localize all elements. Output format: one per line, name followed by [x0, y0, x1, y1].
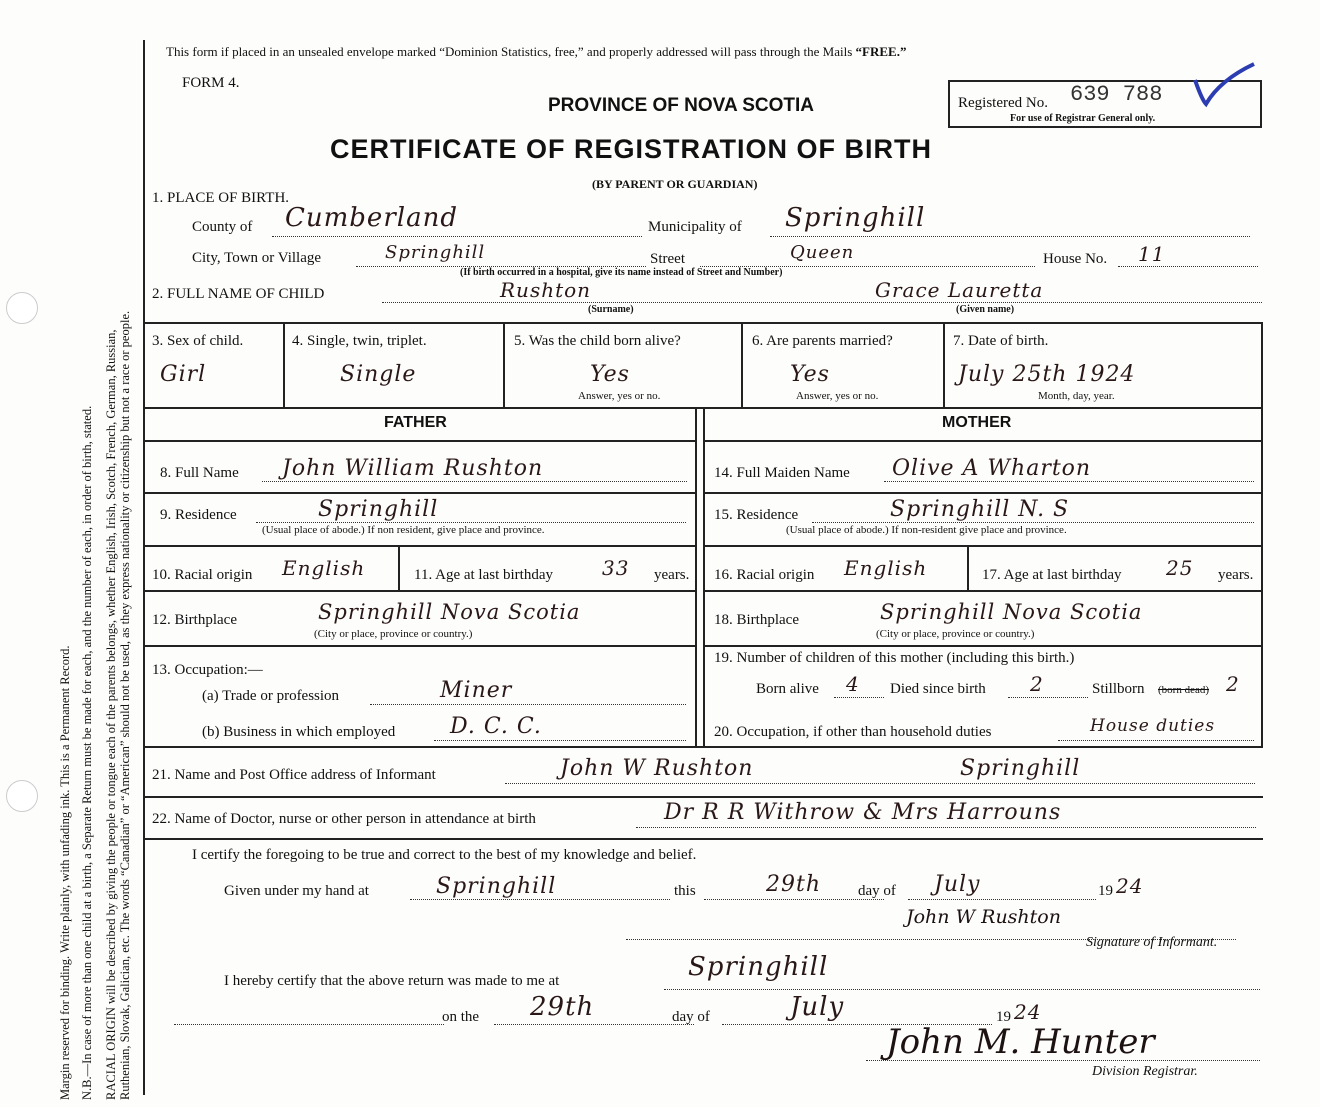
- sex-value: Girl: [160, 362, 207, 387]
- died-label: Died since birth: [890, 681, 986, 697]
- certify-text: I certify the foregoing to be true and correct to the best of my knowledge and belief.: [192, 847, 697, 863]
- father-business-value: D. C. C.: [450, 714, 542, 739]
- plurality-label: 4. Single, twin, triplet.: [292, 333, 427, 349]
- stillborn-struck-note: (born dead): [1158, 684, 1210, 696]
- father-age-unit: years.: [654, 567, 690, 583]
- mother-heading: MOTHER: [942, 414, 1012, 431]
- punch-hole-top: [6, 292, 38, 324]
- place-heading: 1. PLACE OF BIRTH.: [152, 190, 290, 206]
- mother-residence-note: (Usual place of abode.) If non-resident give place and province.: [786, 524, 1067, 536]
- mother-name-label: 14. Full Maiden Name: [714, 465, 850, 481]
- father-name-value: John William Rushton: [282, 456, 544, 481]
- mother-occupation-label: 20. Occupation, if other than household duties: [714, 724, 992, 740]
- sex-label: 3. Sex of child.: [152, 333, 244, 349]
- informant-name-value: John W Rushton: [560, 756, 754, 781]
- doctor-label: 22. Name of Doctor, nurse or other person in attendance at birth: [152, 811, 536, 827]
- born-alive-value: 4: [846, 672, 860, 696]
- child-surname-note: (Surname): [588, 304, 634, 315]
- mother-children-label: 19. Number of children of this mother (including this birth.): [714, 650, 1075, 666]
- year-prefix: 19: [1098, 883, 1113, 899]
- dob-note: Month, day, year.: [1038, 390, 1115, 402]
- informant-label: 21. Name and Post Office address of Informant: [152, 767, 436, 783]
- mother-occupation-value: House duties: [1090, 716, 1216, 736]
- check-mark-icon: [1190, 60, 1260, 110]
- father-heading: FATHER: [384, 414, 447, 431]
- child-surname-value: Rushton: [500, 278, 592, 302]
- registrar-signature: John M. Hunter: [886, 1022, 1155, 1062]
- mother-racial-value: English: [844, 556, 928, 580]
- informant-signature-label: Signature of Informant.: [1086, 935, 1218, 950]
- given-year-value: 24: [1116, 874, 1144, 898]
- house-label: House No.: [1043, 251, 1108, 267]
- registrar-place-value: Springhill: [688, 952, 829, 982]
- informant-address-value: Springhill: [960, 756, 1081, 781]
- married-note: Answer, yes or no.: [796, 390, 879, 402]
- registrar-day-value: 29th: [530, 992, 595, 1022]
- father-birthplace-note: (City or place, province or country.): [314, 628, 473, 640]
- mother-birthplace-label: 18. Birthplace: [714, 612, 799, 628]
- mother-residence-label: 15. Residence: [714, 507, 799, 523]
- father-occupation-label: 13. Occupation:—: [152, 662, 263, 678]
- married-value: Yes: [790, 362, 830, 387]
- mail-notice: This form if placed in an unsealed envelope marked “Dominion Statistics, free,” and properly addressed will pass through the Mails “FREE.”: [166, 44, 907, 59]
- father-residence-note: (Usual place of abode.) If non resident, give place and province.: [262, 524, 545, 536]
- form-number: FORM 4.: [182, 75, 240, 91]
- street-value: Queen: [790, 242, 855, 263]
- father-residence-value: Springhill: [318, 497, 439, 522]
- registrar-month-value: July: [790, 992, 845, 1022]
- father-name-label: 8. Full Name: [160, 465, 239, 481]
- mother-age-unit: years.: [1218, 567, 1254, 583]
- mother-residence-value: Springhill N. S: [890, 497, 1070, 522]
- punch-hole-bottom: [6, 780, 38, 812]
- father-age-label: 11. Age at last birthday: [414, 567, 553, 583]
- father-age-value: 33: [602, 556, 630, 580]
- plurality-value: Single: [340, 362, 417, 387]
- mother-birthplace-value: Springhill Nova Scotia: [880, 600, 1143, 624]
- registrar-note: For use of Registrar General only.: [1010, 113, 1156, 124]
- mother-name-value: Olive A Wharton: [892, 456, 1092, 481]
- given-month-value: July: [934, 872, 981, 897]
- alive-label: 5. Was the child born alive?: [514, 333, 681, 349]
- mother-age-value: 25: [1166, 556, 1194, 580]
- alive-note: Answer, yes or no.: [578, 390, 661, 402]
- mail-free-label: “FREE.”: [855, 44, 907, 59]
- mother-age-label: 17. Age at last birthday: [982, 567, 1122, 583]
- given-label: Given under my hand at: [224, 883, 369, 899]
- alive-value: Yes: [590, 362, 630, 387]
- stillborn-label: Stillborn: [1092, 681, 1145, 697]
- doctor-value: Dr R R Withrow & Mrs Harrouns: [664, 800, 1062, 825]
- margin-note-multiple-births: N.B.—In case of more than one child at a birth, a Separate Return must be made for each, and the number of each, in order of birth, stated.: [80, 405, 94, 1100]
- father-birthplace-value: Springhill Nova Scotia: [318, 600, 581, 624]
- father-residence-label: 9. Residence: [160, 507, 237, 523]
- father-business-label: (b) Business in which employed: [202, 724, 396, 740]
- given-day-value: 29th: [766, 872, 822, 897]
- house-value: 11: [1138, 242, 1166, 266]
- page-title: CERTIFICATE OF REGISTRATION OF BIRTH: [330, 134, 932, 164]
- province-heading: PROVINCE OF NOVA SCOTIA: [548, 95, 815, 116]
- on-the-label: on the: [442, 1009, 480, 1025]
- died-value: 2: [1030, 672, 1044, 696]
- registrar-text: I hereby certify that the above return was made to me at: [224, 973, 560, 989]
- registered-label: Registered No.: [958, 95, 1048, 111]
- city-label: City, Town or Village: [192, 250, 322, 266]
- child-given-value: Grace Lauretta: [875, 278, 1044, 302]
- given-place-value: Springhill: [436, 874, 557, 899]
- child-given-note: (Given name): [956, 304, 1015, 315]
- mother-racial-label: 16. Racial origin: [714, 567, 815, 583]
- this-label: this: [674, 883, 696, 899]
- child-name-label: 2. FULL NAME OF CHILD: [152, 286, 325, 302]
- margin-note-racial-origin-cont: Ruthenian, Slovak, Galician, etc. The words “Canadian” or “American” should not be used, as they express nationality or citizenship but not a race or people.: [118, 310, 132, 1100]
- registered-number: 639 788: [1070, 82, 1163, 107]
- municipality-value: Springhill: [785, 203, 926, 233]
- father-trade-value: Miner: [440, 678, 513, 703]
- street-label: Street: [650, 251, 685, 267]
- father-racial-value: English: [282, 556, 366, 580]
- married-label: 6. Are parents married?: [752, 333, 893, 349]
- born-alive-label: Born alive: [756, 681, 819, 697]
- street-note: (If birth occurred in a hospital, give its name instead of Street and Number): [460, 267, 783, 278]
- left-border: [143, 40, 145, 1095]
- county-value: Cumberland: [285, 203, 458, 233]
- father-trade-label: (a) Trade or profession: [202, 688, 340, 704]
- informant-signature: John W Rushton: [906, 906, 1061, 928]
- division-registrar-label: Division Registrar.: [1092, 1064, 1198, 1079]
- father-birthplace-label: 12. Birthplace: [152, 612, 237, 628]
- reg-day-of-label: day of: [672, 1009, 710, 1025]
- father-racial-label: 10. Racial origin: [152, 567, 253, 583]
- dob-value: July 25th 1924: [958, 362, 1136, 387]
- dob-label: 7. Date of birth.: [953, 333, 1049, 349]
- margin-note-binding: Margin reserved for binding. Write plainly, with unfading ink. This is a Permanent Record.: [58, 645, 72, 1100]
- municipality-label: Municipality of: [648, 219, 742, 235]
- city-value: Springhill: [385, 242, 486, 263]
- mother-birthplace-note: (City or place, province or country.): [876, 628, 1035, 640]
- stillborn-value: 2: [1226, 672, 1240, 696]
- reg-year-prefix: 19: [996, 1009, 1011, 1025]
- registrar-year-value: 24: [1014, 1000, 1042, 1024]
- margin-note-racial-origin: RACIAL ORIGIN will be described by giving the people or tongue each of the parents belongs, whether English, Irish, Scotch, French, German, Russian,: [104, 329, 118, 1100]
- county-label: County of: [192, 219, 253, 235]
- page-subtitle: (BY PARENT OR GUARDIAN): [592, 177, 758, 191]
- day-of-label: day of: [858, 883, 896, 899]
